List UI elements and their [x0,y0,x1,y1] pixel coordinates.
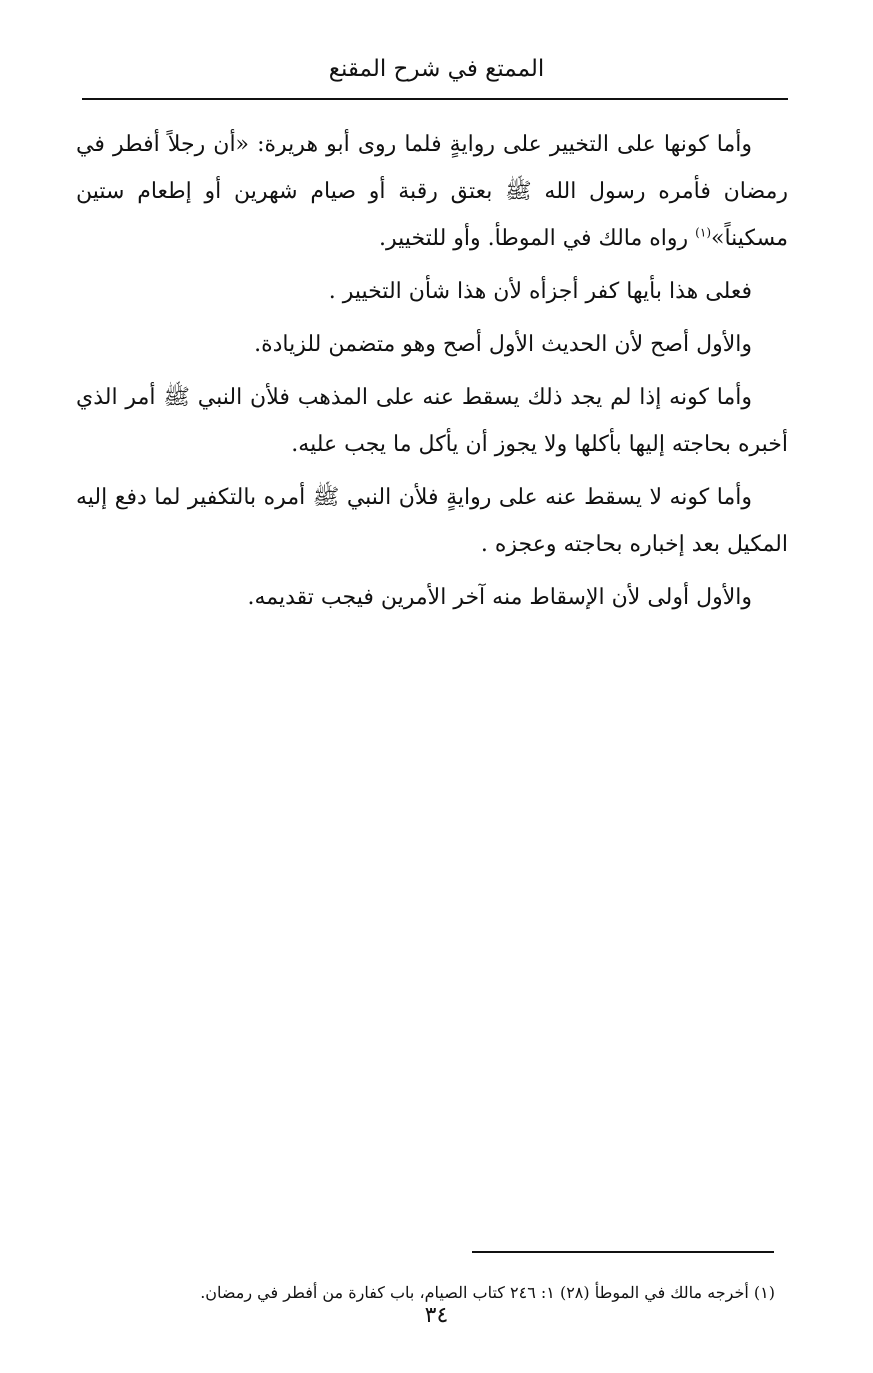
footnote-rule [472,1251,774,1253]
paragraph-6: والأول أولى لأن الإسقاط منه آخر الأمرين فيجب تقديمه. [247,585,752,610]
paragraph-2: فعلى هذا بأيها كفر أجزأه لأن هذا شأن التخيير . [328,279,752,304]
paragraph-3: والأول أصح لأن الحديث الأول أصح وهو متضمن للزيادة. [254,332,752,357]
page-number: ٣٤ [424,1303,449,1328]
header-rule [82,98,788,100]
paragraph-1-tail: رواه مالك في الموطأ. وأو للتخيير. [379,226,696,251]
footnote-reference: (١) [695,225,711,240]
footnote: (١) أخرجه مالك في الموطأ (٢٨) ١: ٢٤٦ كتاب الصيام، باب كفارة من أفطر في رمضان. [200,1283,775,1302]
paragraph-1-text: وأما كونها على التخيير على روايةٍ فلما روى أبو هريرة: «أن رجلاً أفطر في رمضان فأمره رسول الله ﷺ بعتق رقبة أو صيام شهرين أو إطعام ستين مسكيناً» [76,132,788,251]
paragraph-5: وأما كونه لا يسقط عنه على روايةٍ فلأن النبي ﷺ أمره بالتكفير لما دفع إليه المكيل بعد إخباره بحاجته وعجزه . [76,485,788,557]
main-text [76,121,788,627]
running-title: الممتع في شرح المقنع [328,56,545,82]
paragraph-1 [76,121,788,262]
paragraph-4: وأما كونه إذا لم يجد ذلك يسقط عنه على المذهب فلأن النبي ﷺ أمر الذي أخبره بحاجته إليها بأكلها ولا يجوز أن يأكل ما يجب عليه. [76,385,788,457]
